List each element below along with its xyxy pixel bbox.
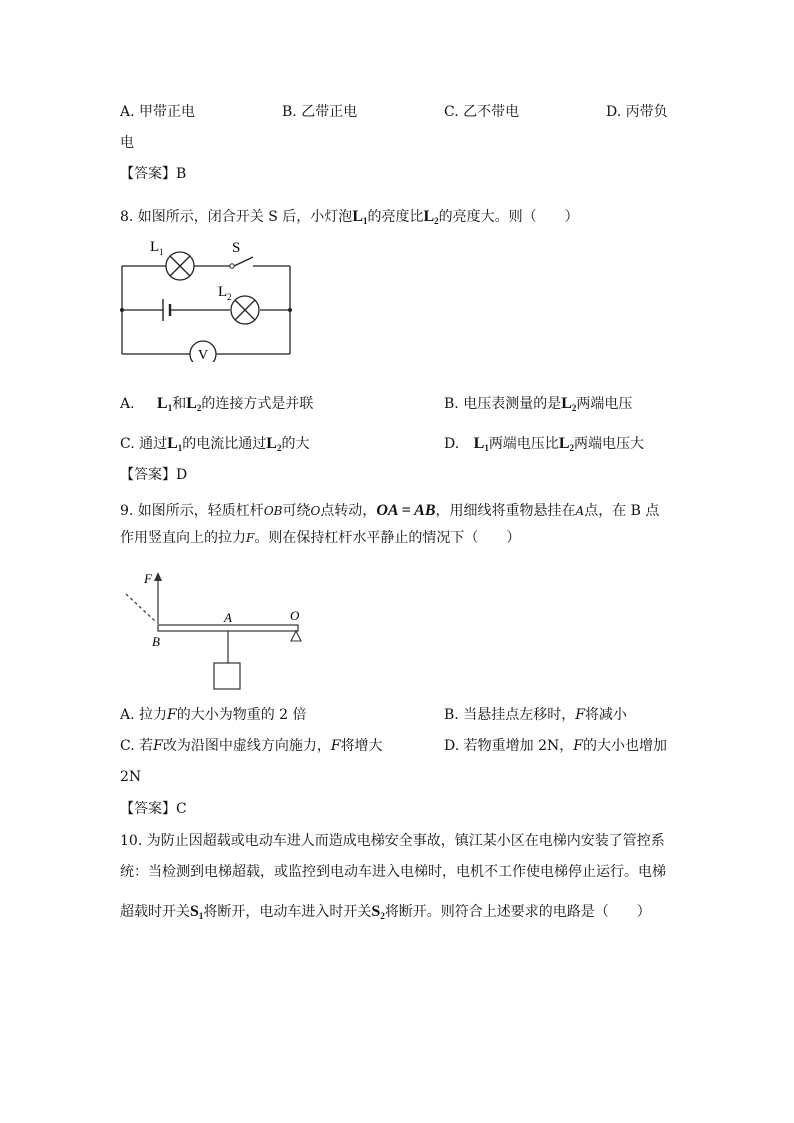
q8-stem-text-c: 的亮度大。则（ ）: [438, 209, 579, 225]
q9-option-d: D. 若物重增加 2N，F的大小也增加: [444, 738, 667, 754]
q7-option-d-continued: 电: [120, 135, 134, 151]
q8-stem-l2: $L_2$: [423, 208, 439, 226]
q8-option-a: A. $L_1$和$L_2$的连接方式是并联: [120, 395, 314, 413]
q8-option-b: B. 电压表测量的是$L_2$两端电压: [444, 395, 633, 413]
q9-option-b: B. 当悬挂点左移时，F将减小: [444, 707, 627, 723]
q7-option-a: A. 甲带正电: [120, 104, 196, 120]
q8-lamp1-label: $L_1$: [150, 239, 164, 257]
q7-option-b: B. 乙带正电: [282, 104, 358, 120]
q8-lamp2-label: $L_2$: [218, 284, 232, 302]
q8-circuit-diagram: [110, 232, 310, 362]
q9-diagram-o-label: O: [290, 608, 300, 623]
q9-stem-line1: 9. 如图所示，轻质杠杆OB可绕O点转动，OA = AB，用细线将重物悬挂在A点，在 B 点: [120, 502, 660, 519]
q8-stem-text-b: 的亮度比: [367, 209, 424, 225]
q10-stem-line1: 10. 为防止因超载或电动车进人而造成电梯安全事故，镇江某小区在电梯内安装了管控系: [120, 833, 665, 849]
q9-diagram-a-label: A: [224, 610, 232, 625]
q8-stem: [120, 207, 579, 231]
q9-option-d-continued: 2N: [120, 769, 142, 785]
q7-answer: 【答案】B: [120, 166, 187, 182]
q9-option-c: C. 若F改为沿图中虚线方向施力，F将增大: [120, 738, 383, 754]
q9-formula: OA = AB: [376, 502, 436, 519]
q7-option-c: C. 乙不带电: [444, 104, 520, 120]
q10-stem-line3: 超载时开关$S_1$将断开，电动车进入时开关$S_2$将断开。则符合上述要求的电路是（ ）: [120, 903, 651, 921]
q10-stem-line2: 统：当检测到电梯超载，或监控到电动车进入电梯时，电机不工作使电梯停止运行。电梯: [120, 864, 666, 880]
q8-option-c: C. 通过$L_1$的电流比通过$L_2$的大: [120, 435, 310, 453]
q9-option-a: A. 拉力F的大小为物重的 2 倍: [120, 707, 307, 723]
q8-answer: 【答案】D: [120, 467, 188, 483]
q8-stem-text-a: 8. 如图所示，闭合开关 S 后，小灯泡: [120, 209, 353, 225]
q10-s2: $S_2$: [371, 903, 385, 921]
q8-switch-label: S: [232, 240, 241, 256]
q9-lever-diagram: [118, 568, 318, 693]
q10-s1: $S_1$: [190, 903, 204, 921]
q8-option-d: D. $L_1$两端电压比$L_2$两端电压大: [444, 435, 644, 453]
q9-diagram-f-label: F: [144, 571, 152, 586]
q7-option-d: D. 丙带负: [606, 104, 668, 120]
q9-answer: 【答案】C: [120, 801, 187, 817]
q9-diagram-b-label: B: [152, 634, 160, 649]
q8-voltmeter-label: V: [198, 348, 209, 362]
q8-stem-l1: $L_1$: [352, 208, 368, 226]
q9-stem-line2: 作用竖直向上的拉力F。则在保持杠杆水平静止的情况下（ ）: [120, 530, 521, 546]
